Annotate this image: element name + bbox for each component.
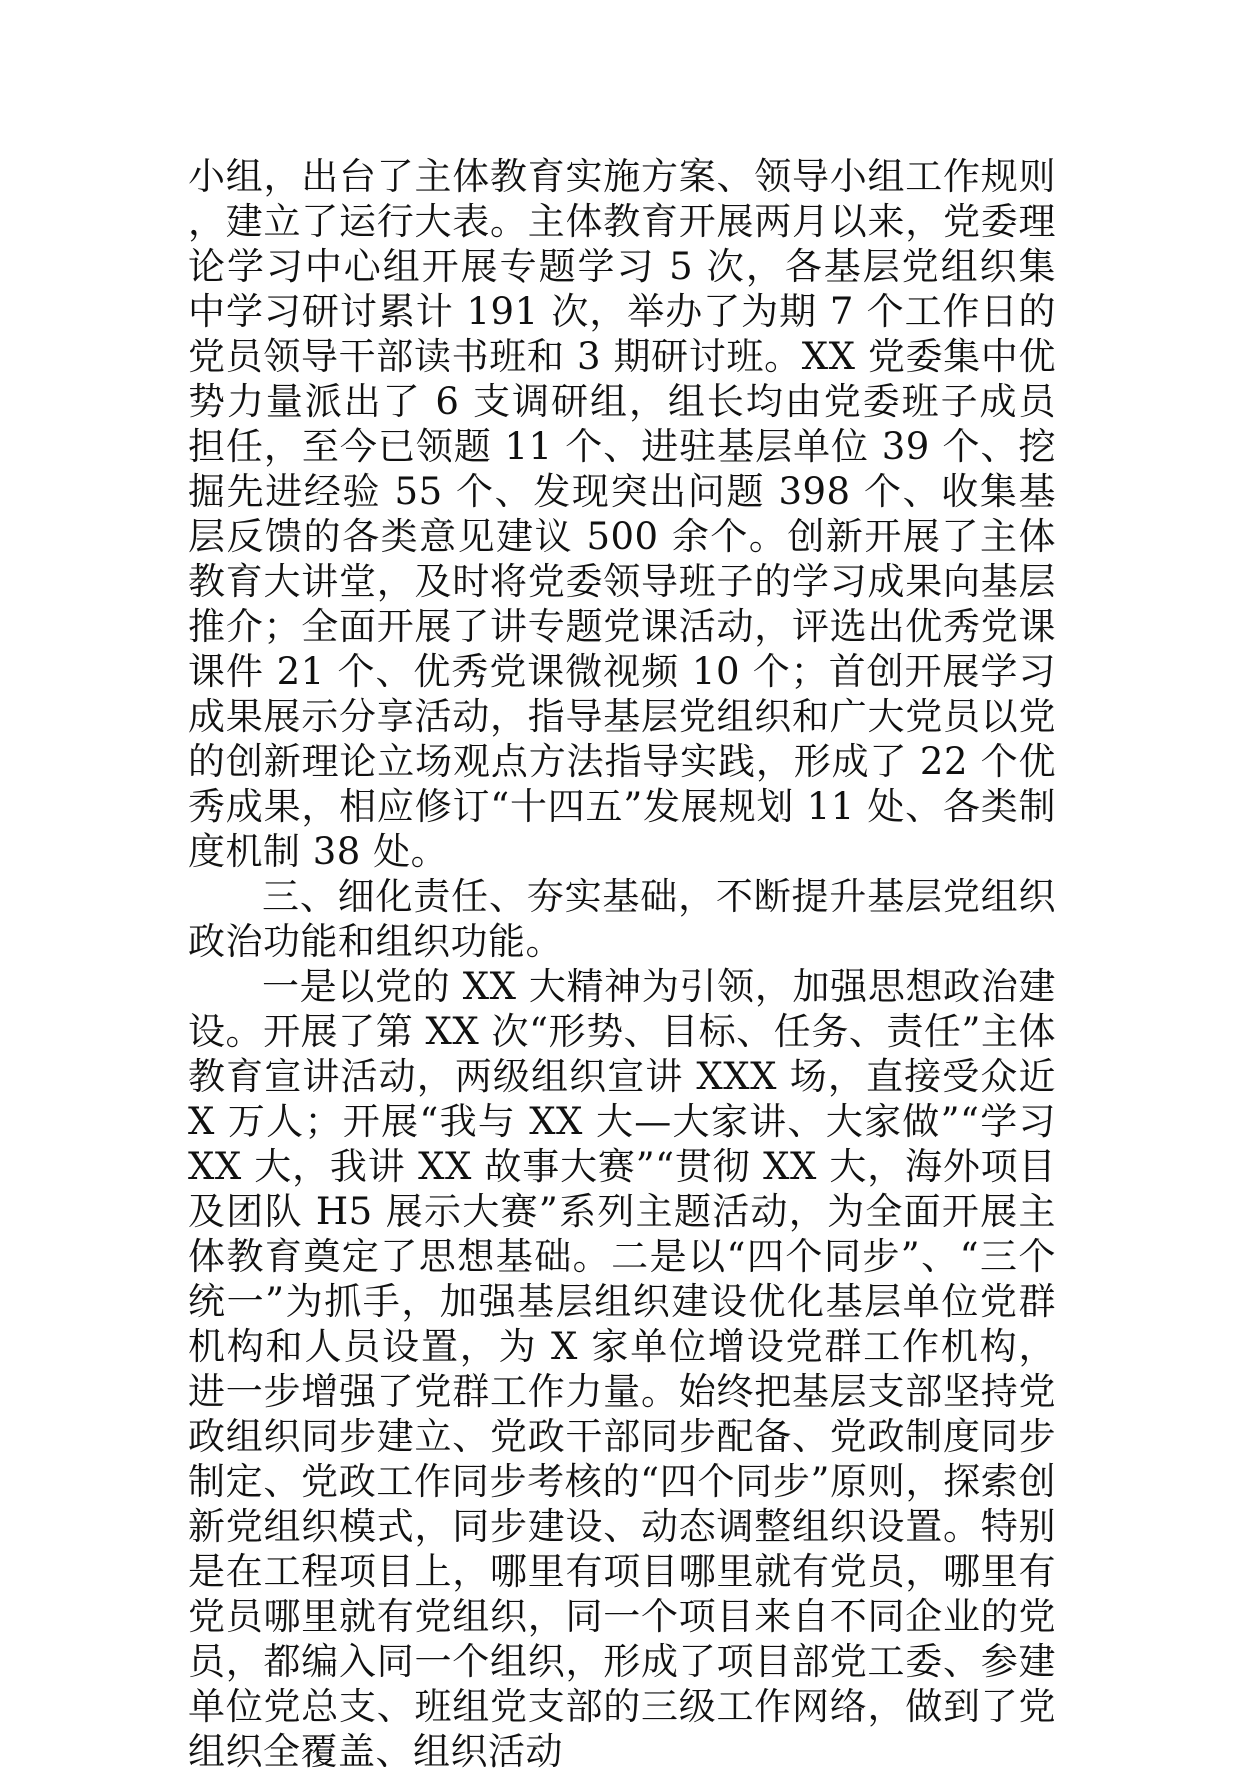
section-heading-three: 三、细化责任、夯实基础，不断提升基层党组织政治功能和组织功能。 — [188, 875, 1056, 963]
paragraph-study-results: 小组，出台了主体教育实施方案、领导小组工作规则，建立了运行大表。主体教育开展两月以来，党委理论学习中心组开展专题学习 5 次，各基层党组织集中学习研讨累计 191 次，举办了为期 7 个工作日的党员领导干部读书班和 3 期研讨班。XX 党委集中优势力量派出了 6 支调研组，组长均由党委班子成员担任，至今已领题 11 个、进驻基层单位 39 个、挖掘先进经验 55 个、发现突出问题 398 个、收集基层反馈的各类意见建议 500 余个。创新开展了主体教育大讲堂，及时将党委领导班子的学习成果向基层推介；全面开展了讲专题党课活动，评选出优秀党课课件 21 个、优秀党课微视频 10 个；首创开展学习成果展示分享活动，指导基层党组织和广大党员以党的创新理论立场观点方法指导实践，形成了 22 个优秀成果，相应修订“十四五”发展规划 11 处、各类制度机制 38 处。 — [188, 155, 1056, 873]
document-body — [188, 154, 1056, 1774]
paragraph-political-building: 一是以党的 XX 大精神为引领，加强思想政治建设。开展了第 XX 次“形势、目标、任务、责任”主体教育宣讲活动，两级组织宣讲 XXX 场，直接受众近 X 万人；开展“我与 XX 大—大家讲、大家做”“学习 XX 大，我讲 XX 故事大赛”“贯彻 XX 大，海外项目及团队 H5 展示大赛”系列主题活动，为全面开展主体教育奠定了思想基础。二是以“四个同步”、“三个统一”为抓手，加强基层组织建设优化基层单位党群机构和人员设置，为 X 家单位增设党群工作机构，进一步增强了党群工作力量。始终把基层支部坚持党政组织同步建立、党政干部同步配备、党政制度同步制定、党政工作同步考核的“四个同步”原则，探索创新党组织模式，同步建设、动态调整组织设置。特别是在工程项目上，哪里有项目哪里就有党员，哪里有党员哪里就有党组织，同一个项目来自不同企业的党员，都编入同一个组织，形成了项目部党工委、参建单位党总支、班组党支部的三级工作网络，做到了党组织全覆盖、组织活动 — [188, 965, 1056, 1773]
